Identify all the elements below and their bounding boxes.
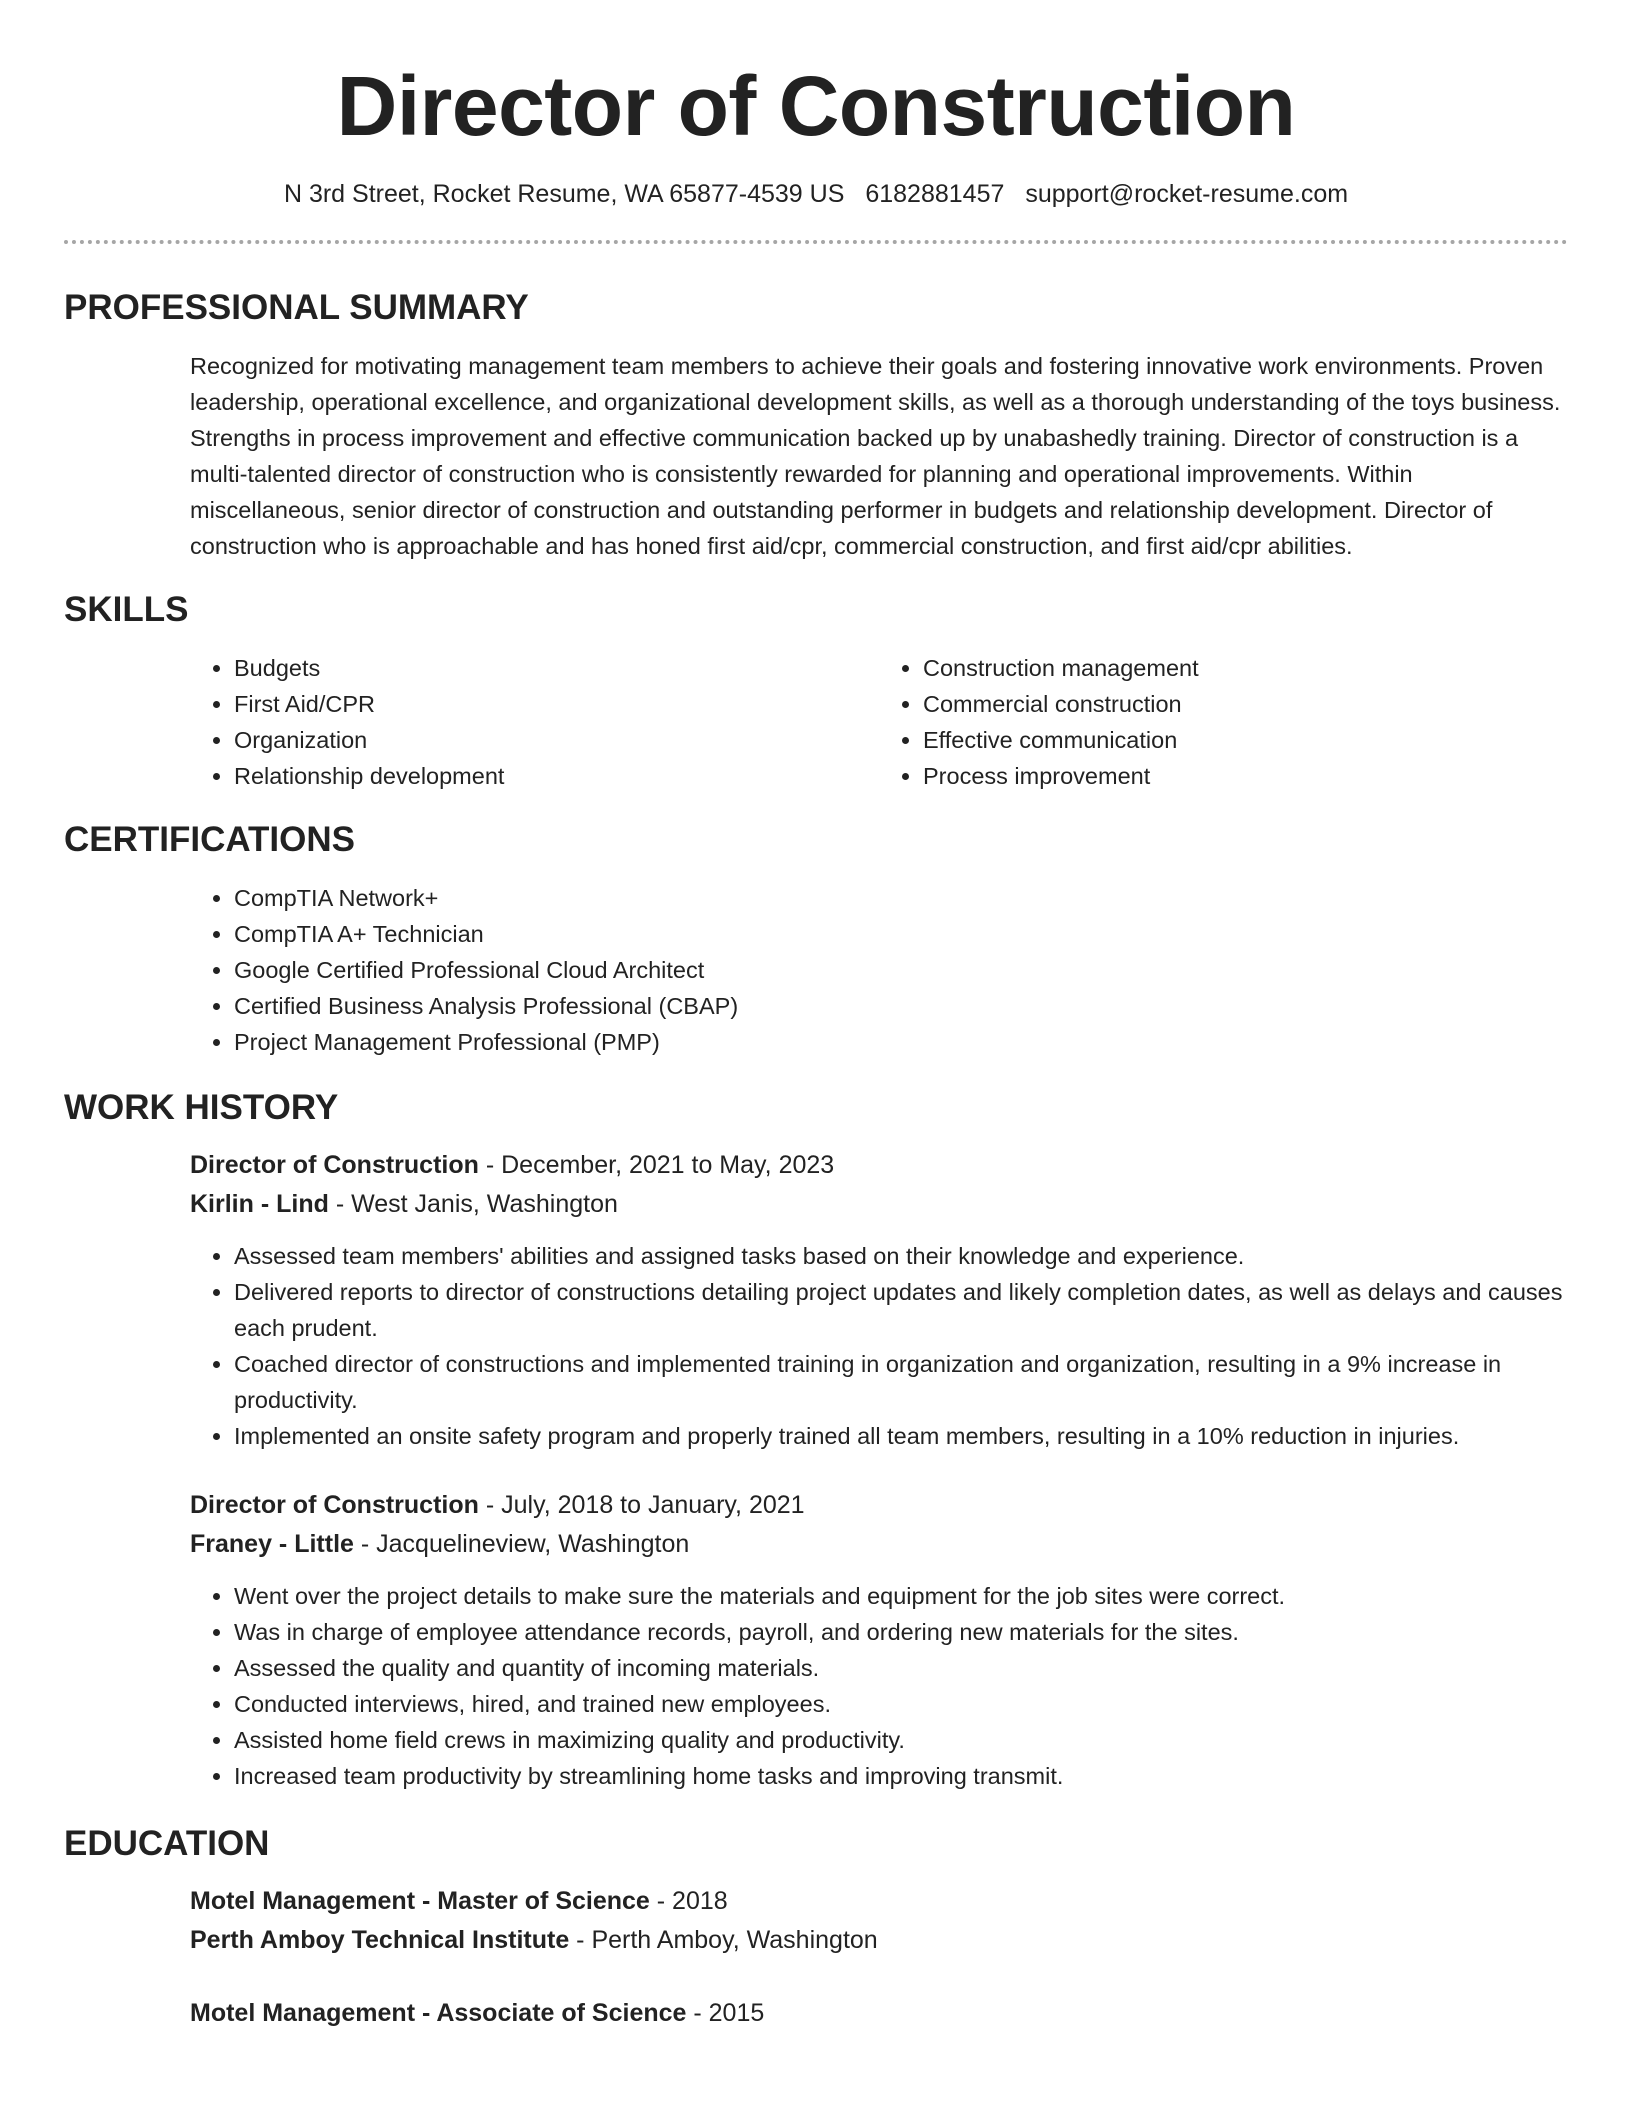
job-bullet: • Assessed the quality and quantity of incoming materials. (234, 1650, 1568, 1686)
skill-item: • Process improvement (923, 758, 1568, 794)
job-title-line (190, 1146, 1568, 1185)
job-bullet: • Coached director of constructions and implemented training in organization and organization, resulting in a 9% increase in productivity. (234, 1346, 1568, 1418)
job-location: - Jacquelineview, Washington (353, 1530, 690, 1558)
job-company-line (190, 1185, 1568, 1224)
education-school-line (190, 1921, 1568, 1960)
skill-item: • First Aid/CPR (234, 686, 879, 722)
job-bullet: • Delivered reports to director of constructions detailing project updates and likely completion dates, as well as delays and causes each prudent. (234, 1274, 1568, 1346)
education-entry (190, 1994, 1568, 2033)
job-entry (190, 1146, 1568, 1454)
job-dates: - December, 2021 to May, 2023 (478, 1151, 835, 1179)
job-dates: - July, 2018 to January, 2021 (478, 1491, 805, 1519)
education-school: Perth Amboy Technical Institute (190, 1926, 570, 1954)
certifications-heading: CERTIFICATIONS (64, 820, 356, 859)
skills-heading: SKILLS (64, 590, 189, 629)
job-entry (190, 1486, 1568, 1794)
job-bullets (190, 1238, 1568, 1454)
contact-email[interactable]: support@rocket-resume.com (1025, 180, 1349, 208)
education-degree-line (190, 1994, 1568, 2033)
education-degree: Motel Management - Associate of Science (190, 1999, 687, 2027)
certification-item: • Google Certified Professional Cloud Architect (234, 952, 1568, 988)
certifications-body (190, 880, 1568, 1060)
summary-body (190, 348, 1568, 564)
education-year: - 2015 (686, 1999, 765, 2027)
skill-item: • Relationship development (234, 758, 879, 794)
job-title-line (190, 1486, 1568, 1525)
certification-item: • CompTIA A+ Technician (234, 916, 1568, 952)
job-bullet: • Was in charge of employee attendance records, payroll, and ordering new materials for the sites. (234, 1614, 1568, 1650)
skills-list-left (190, 650, 879, 794)
skills-body (190, 650, 1568, 794)
contact-phone: 6182881457 (865, 180, 1005, 208)
job-role: Director of Construction (190, 1491, 479, 1519)
certification-item: • Project Management Professional (PMP) (234, 1024, 1568, 1060)
education-location: - Perth Amboy, Washington (569, 1926, 878, 1954)
summary-heading: PROFESSIONAL SUMMARY (64, 288, 529, 327)
skill-item: • Commercial construction (923, 686, 1568, 722)
job-role: Director of Construction (190, 1151, 479, 1179)
job-bullet: • Increased team productivity by streamlining home tasks and improving transmit. (234, 1758, 1568, 1794)
job-company-line (190, 1525, 1568, 1564)
skills-grid (190, 650, 1568, 794)
education-entry (190, 1882, 1568, 1960)
job-bullet: • Assessed team members' abilities and assigned tasks based on their knowledge and experience. (234, 1238, 1568, 1274)
job-bullet: • Went over the project details to make sure the materials and equipment for the job sites were correct. (234, 1578, 1568, 1614)
job-bullet: • Implemented an onsite safety program and properly trained all team members, resulting in a 10% reduction in injuries. (234, 1418, 1568, 1454)
job-bullets (190, 1578, 1568, 1794)
education-year: - 2018 (649, 1887, 728, 1915)
job-company: Franey - Little (190, 1530, 354, 1558)
resume-name: Director of Construction (336, 59, 1296, 153)
header-divider (64, 240, 1568, 244)
skill-item: • Organization (234, 722, 879, 758)
education-heading: EDUCATION (64, 1824, 270, 1863)
work-history-heading: WORK HISTORY (64, 1088, 339, 1127)
certification-item: • Certified Business Analysis Professional (CBAP) (234, 988, 1568, 1024)
skill-item: • Effective communication (923, 722, 1568, 758)
resume-page (64, 0, 1568, 2033)
skill-item: • Budgets (234, 650, 879, 686)
skill-item: • Construction management (923, 650, 1568, 686)
job-company: Kirlin - Lind (190, 1190, 329, 1218)
contact-line (64, 176, 1568, 212)
job-bullet: • Assisted home field crews in maximizing quality and productivity. (234, 1722, 1568, 1758)
summary-text: Recognized for motivating management team members to achieve their goals and fostering innovative work environments. Proven leadership, operational excellence, and organizational development skills, as well as a thorough understanding of the toys business. Strengths in process improvement and effective communication backed up by unabashedly training. Director of construction is a multi-talented director of construction who is consistently rewarded for planning and operational improvements. Within miscellaneous, senior director of construction and outstanding performer in budgets and relationship development. Director of construction who is approachable and has honed first aid/cpr, commercial construction, and first aid/cpr abilities. (190, 353, 1561, 559)
skills-list-right (879, 650, 1568, 794)
job-bullet: • Conducted interviews, hired, and trained new employees. (234, 1686, 1568, 1722)
education-degree-line (190, 1882, 1568, 1921)
certification-item: • CompTIA Network+ (234, 880, 1568, 916)
certifications-list (190, 880, 1568, 1060)
contact-address: N 3rd Street, Rocket Resume, WA 65877-4539 US (283, 180, 845, 208)
education-degree: Motel Management - Master of Science (190, 1887, 650, 1915)
job-location: - West Janis, Washington (328, 1190, 618, 1218)
